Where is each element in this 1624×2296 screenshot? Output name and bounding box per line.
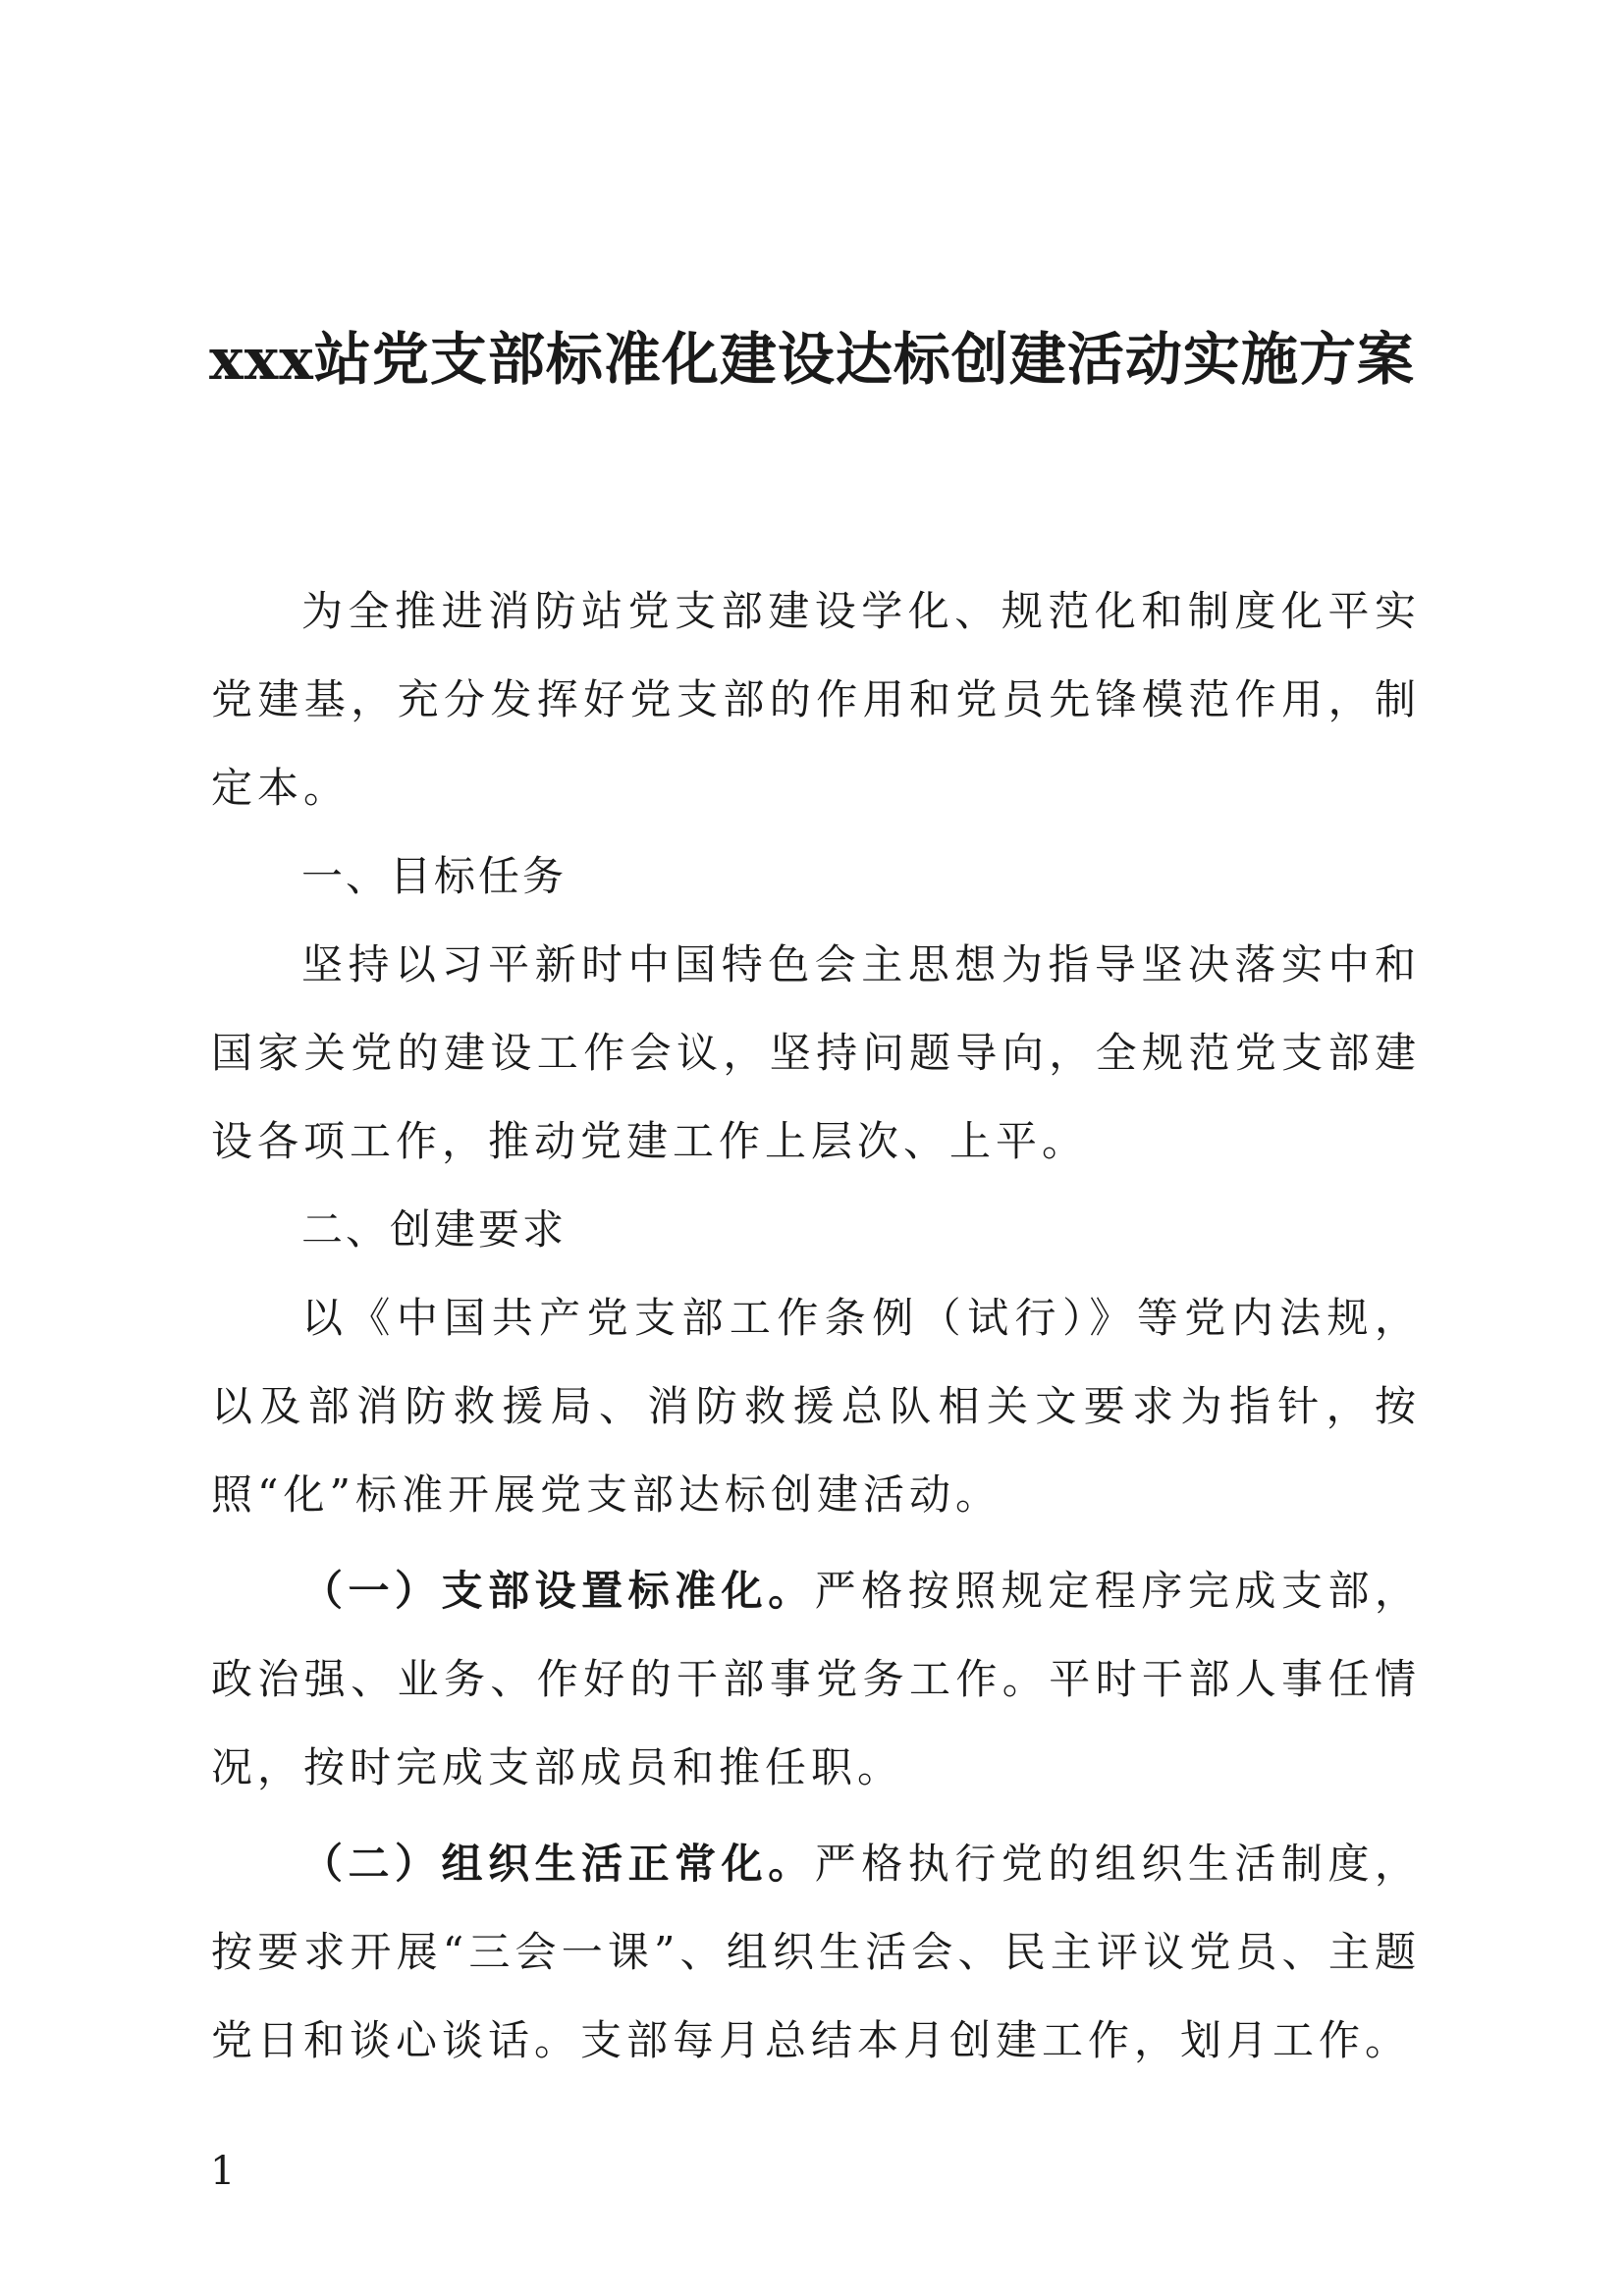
goals-paragraph: 坚持以习平新时中国特色会主思想为指导坚决落实中和国家关党的建设工作会议，坚持问题导向，全规范党支部建设各项工作，推动党建工作上层次、上平。 (211, 940, 1421, 1165)
org-life-lead: （二）组织生活正常化。 (301, 1840, 815, 1888)
section-heading-goals: 一、目标任务 (301, 852, 568, 900)
document-title: xxx站党支部标准化建设达标创建活动实施方案 (209, 326, 1415, 393)
branch-setup-text: 严格按照规定程序完成支部，政治强、业务、作好的干部事党务工作。平时干部人事任情况，按时完成支部成员和推任职。 (211, 1567, 1421, 1791)
document-body (211, 567, 1421, 2085)
org-life-text: 严格执行党的组织生活制度，按要求开展“三会一课”、组织生活会、民主评议党员、主题党日和谈心谈话。支部每月总结本月创建工作，划月工作。 (211, 1840, 1421, 2064)
section-heading-requirements: 二、创建要求 (301, 1205, 568, 1254)
org-life-paragraph (211, 1820, 1421, 2085)
page-number: 1 (210, 2149, 236, 2194)
branch-setup-paragraph (211, 1547, 1421, 1812)
branch-setup-lead: （一）支部设置标准化。 (301, 1567, 815, 1615)
requirements-paragraph: 以《中国共产党支部工作条例（试行）》等党内法规，以及部消防救援局、消防救援总队相关文要求为指针，按照“化”标准开展党支部达标创建活动。 (211, 1294, 1421, 1519)
intro-paragraph: 为全推进消防站党支部建设学化、规范化和制度化平实党建基，充分发挥好党支部的作用和党员先锋模范作用，制定本。 (211, 587, 1421, 812)
